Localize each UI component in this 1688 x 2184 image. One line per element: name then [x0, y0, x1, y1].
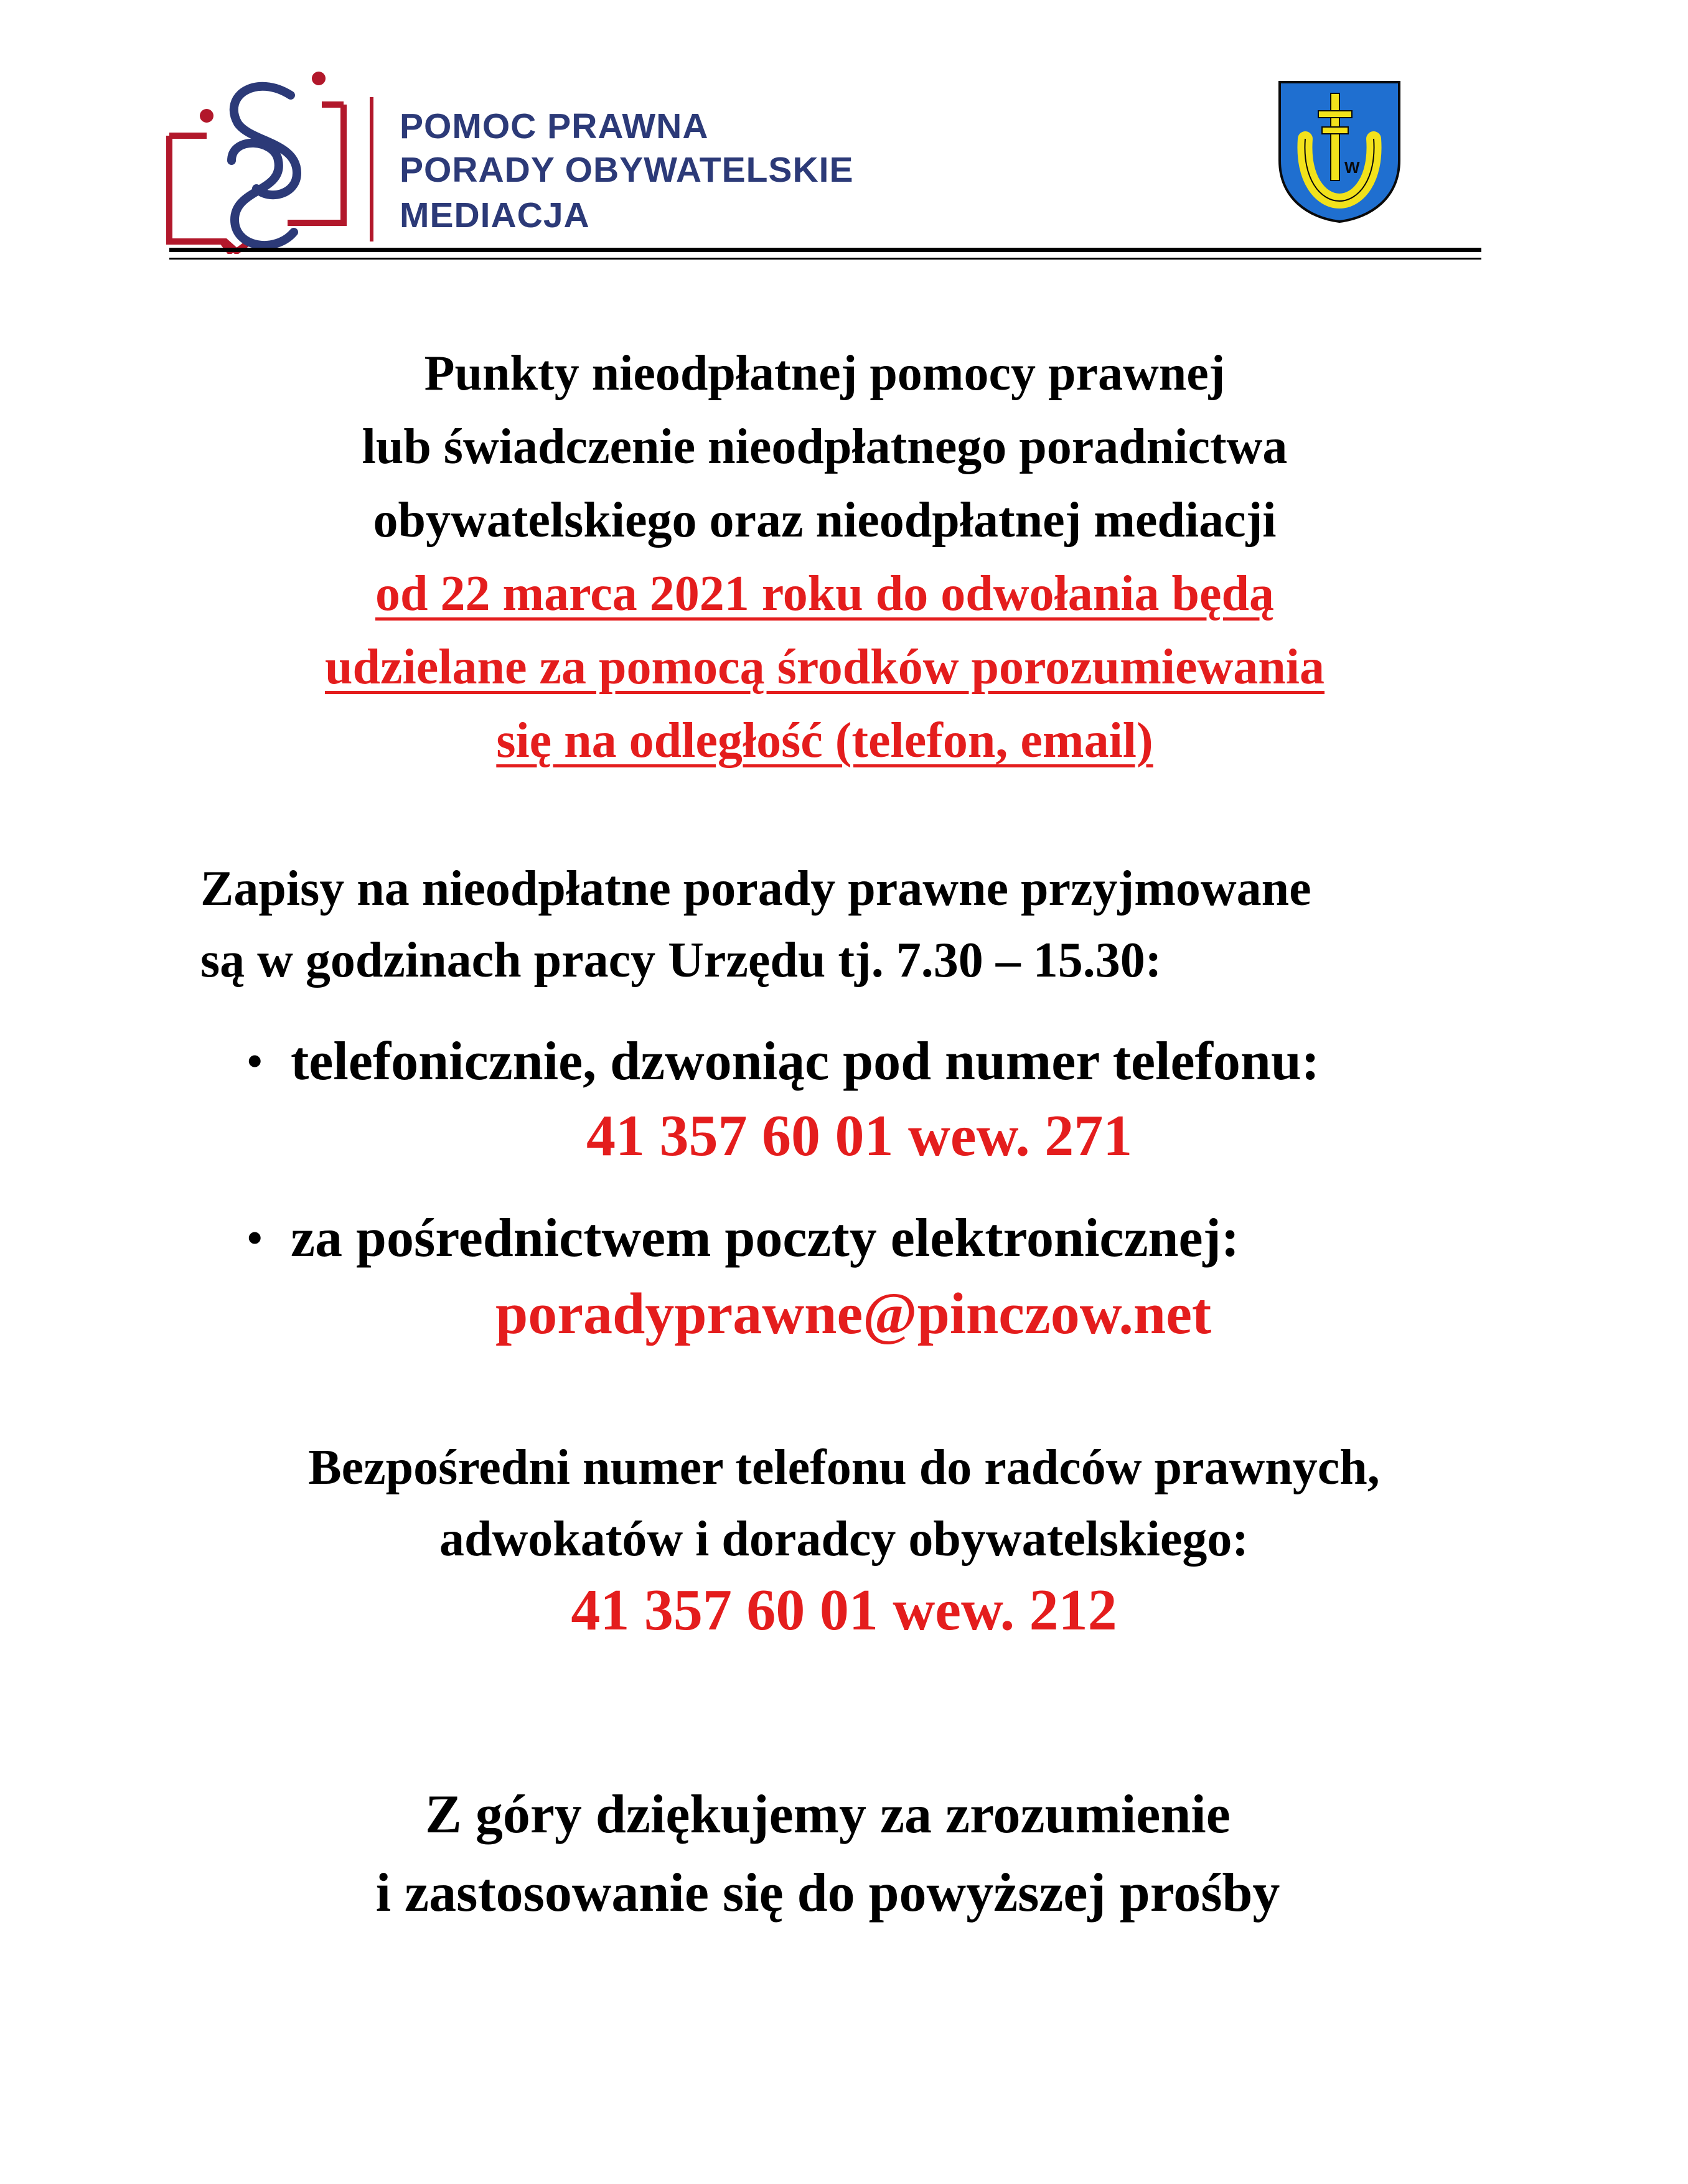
contact-phone-item — [247, 1031, 1320, 1092]
closing-line-1: Z góry dziękujemy za zrozumienie — [425, 1784, 1231, 1845]
intro-line-2: są w godzinach pracy Urzędu tj. 7.30 – 15.30: — [200, 933, 1162, 988]
highlight-line-1: od 22 marca 2021 roku do odwołania będą — [375, 566, 1274, 621]
contact-phone-value[interactable]: 41 357 60 01 wew. 271 — [586, 1104, 1133, 1168]
logo-line-2: PORADY OBYWATELSKIE — [400, 150, 854, 190]
direct-line-2: adwokatów i doradcy obywatelskiego: — [439, 1512, 1249, 1567]
title-line-1: Punkty nieodpłatnej pomocy prawnej — [424, 346, 1226, 401]
title-line-3: obywatelskiego oraz nieodpłatnej mediacji — [373, 493, 1277, 548]
highlight-line-2: udzielane za pomocą środków porozumiewania — [325, 640, 1325, 695]
highlight-line-3-wrap — [0, 713, 1649, 768]
intro-line-1: Zapisy na nieodpłatne porady prawne przyjmowane — [200, 861, 1311, 916]
logo-divider — [370, 97, 373, 241]
highlight-line-3: się na odległość (telefon, email) — [496, 713, 1153, 768]
highlight-line-1-wrap — [0, 566, 1649, 621]
header-rule-thin — [169, 258, 1481, 260]
bullet-icon: • — [247, 1038, 263, 1085]
logo-line-3: MEDIACJA — [400, 195, 590, 235]
closing-line-2: i zastosowanie się do powyższej prośby — [375, 1863, 1280, 1923]
pinczow-coat-of-arms-icon — [1277, 80, 1402, 224]
header-rule — [169, 248, 1481, 252]
title-line-2: lub świadczenie nieodpłatnego poradnictwa — [362, 419, 1288, 474]
contact-email-label: za pośrednictwem poczty elektronicznej: — [291, 1208, 1240, 1268]
logo-line-1: POMOC PRAWNA — [400, 106, 709, 146]
bullet-icon: • — [247, 1214, 263, 1262]
highlight-line-2-wrap — [0, 640, 1649, 695]
contact-phone-label: telefonicznie, dzwoniąc pod numer telefonu: — [291, 1031, 1320, 1092]
contact-email-item — [247, 1208, 1240, 1268]
crest-letter: W — [1344, 158, 1360, 177]
paragraph-book-icon — [163, 67, 350, 254]
direct-line-1: Bezpośredni numer telefonu do radców prawnych, — [308, 1440, 1380, 1495]
direct-phone-value[interactable]: 41 357 60 01 wew. 212 — [571, 1578, 1117, 1643]
contact-email-value[interactable]: poradyprawne@pinczow.net — [495, 1282, 1212, 1346]
